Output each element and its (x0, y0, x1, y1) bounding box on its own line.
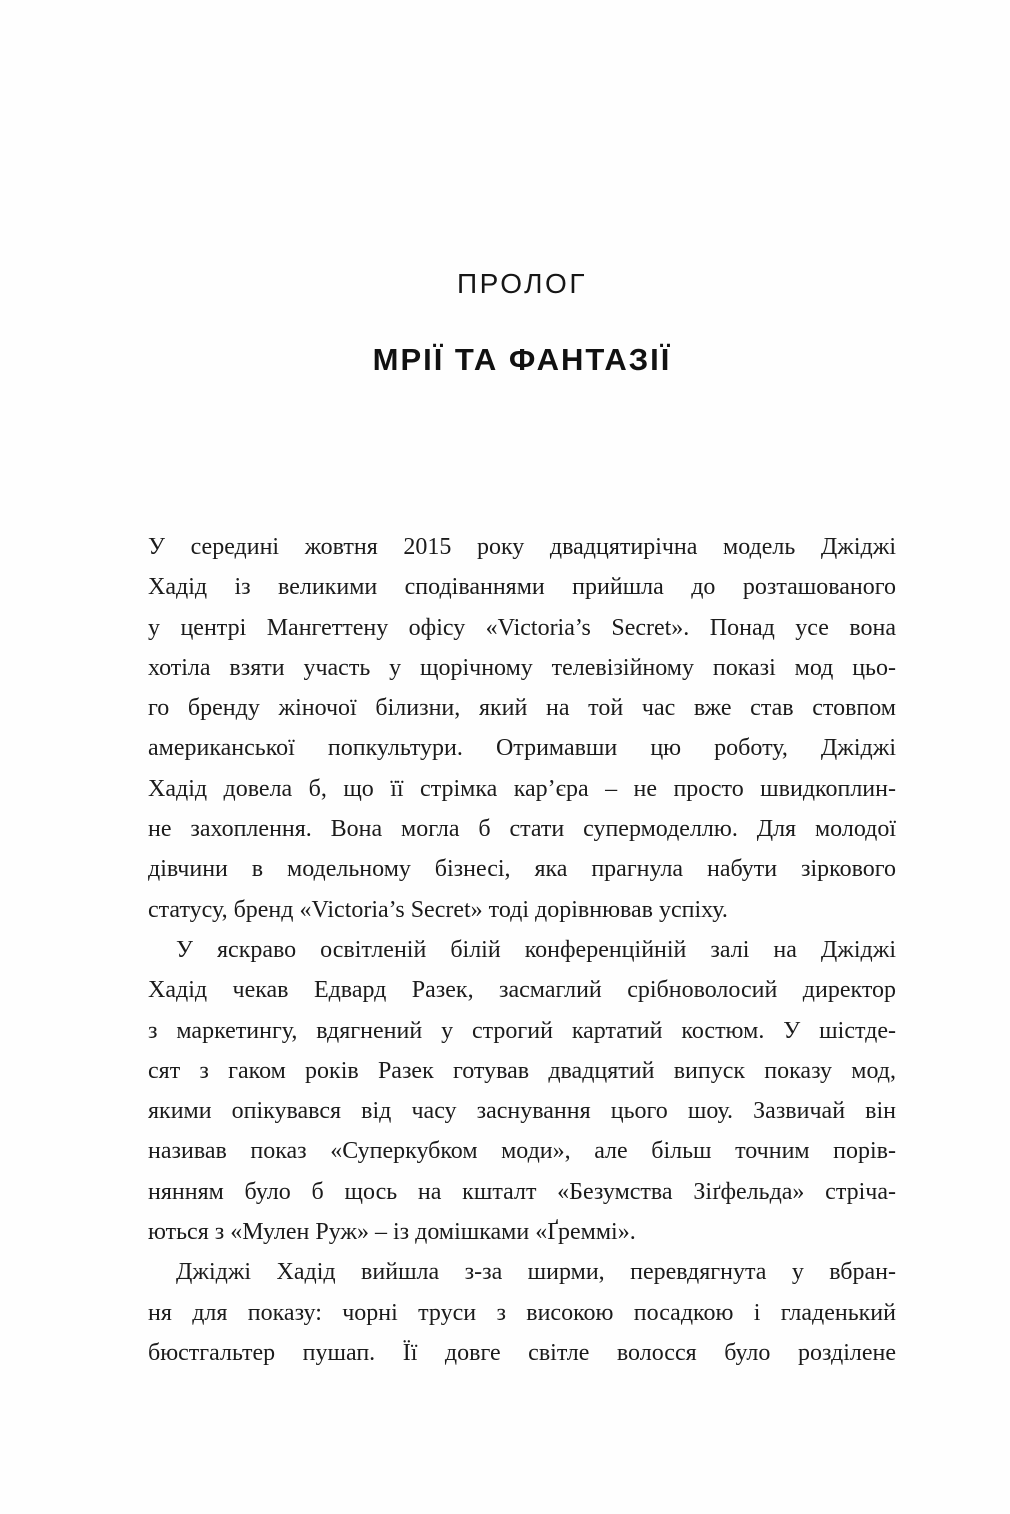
text-line: з маркетингу, вдягнений у строгий картатий костюм. У шістде- (148, 1017, 896, 1044)
chapter-title: МРІЇ ТА ФАНТАЗІЇ (372, 342, 672, 377)
text-line: американської попкультури. Отримавши цю роботу, Джіджі (148, 735, 896, 762)
text-line: якими опікувався від часу заснування цього шоу. Зазвичай він (148, 1098, 896, 1125)
text-line: Хадід чекав Едвард Разек, засмаглий срібноволосий директор (148, 977, 896, 1004)
text-line: Хадід із великими сподіваннями прийшла до розташованого (148, 574, 896, 601)
text-line: У яскраво освітленій білій конференційній залі на Джіджі (176, 936, 896, 963)
text-line: У середині жовтня 2015 року двадцятирічна модель Джіджі (148, 534, 896, 560)
body-text (148, 527, 896, 1373)
text-line: не захоплення. Вона могла б стати супермоделлю. Для молодої (148, 816, 896, 843)
chapter-kicker: ПРОЛОГ (457, 268, 587, 299)
text-line: Джіджі Хадід вийшла з-за ширми, перевдягнута у вбран- (176, 1259, 896, 1286)
text-line: Хадід довела б, що її стрімка кар’єра – не просто швидкоплин- (148, 775, 896, 802)
text-line: сят з гаком років Разек готував двадцятий випуск показу мод, (148, 1057, 896, 1084)
text-line: хотіла взяти участь у щорічному телевізійному показі мод цьо- (148, 654, 896, 681)
text-line: ня для показу: чорні труси з високою посадкою і гладенький (148, 1299, 896, 1326)
text-line: називав показ «Суперкубком моди», але більш точним порів- (148, 1138, 896, 1165)
text-line: у центрі Мангеттену офісу «Victoria’s Secret». Понад усе вона (148, 614, 896, 641)
text-line: бюстгальтер пушап. Її довге світле волосся було розділене (148, 1339, 896, 1366)
text-line: дівчини в модельному бізнесі, яка прагнула набути зіркового (148, 856, 896, 883)
text-line: ються з «Мулен Руж» – із домішками «Ґреммі». (148, 1219, 636, 1246)
text-line: нянням було б щось на кшталт «Безумства Зіґфельда» стріча- (148, 1178, 896, 1205)
text-line: го бренду жіночої білизни, який на той час вже став стовпом (148, 695, 896, 722)
text-line: статусу, бренд «Victoria’s Secret» тоді дорівнював успіху. (148, 896, 728, 923)
